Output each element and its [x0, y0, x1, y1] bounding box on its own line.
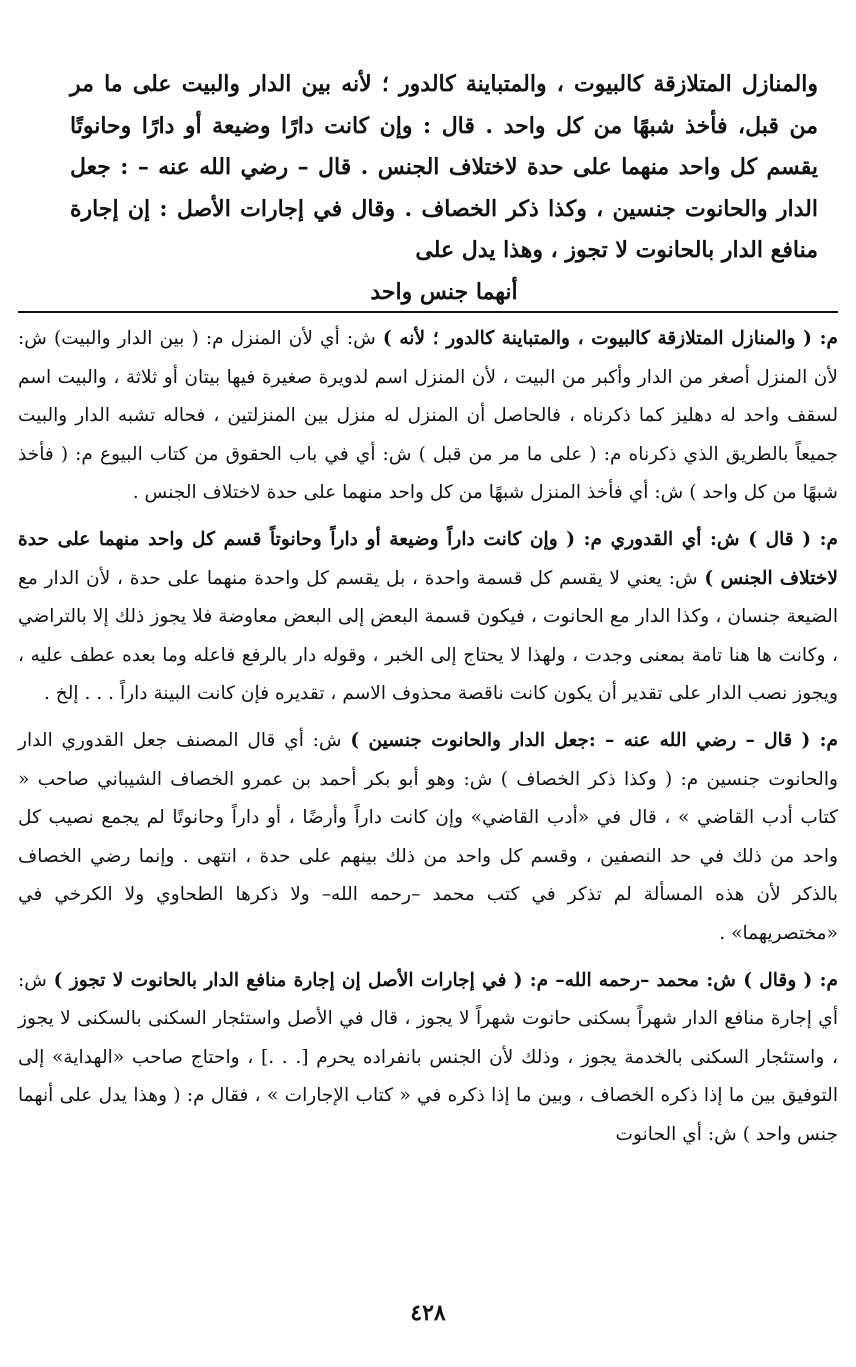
paragraph-lead: م: ( والمنازل المتلازقة كالبيوت ، والمتباينة كالدور ؛ لأنه ): [382, 328, 838, 349]
main-text: [70, 64, 818, 313]
main-text-last-line: أنهما جنس واحد: [370, 278, 518, 305]
paragraph-text: ش: يعني لا يقسم كل قسمة واحدة ، بل يقسم كل واحدة منهما على حدة ، لأن الدار مع الضيعة جنسان ، وكذا الدار مع الحانوت ، فيكون قسمة البعض إلى البعض معاوضة فلا يجوز ذلك إلا بالتراضي ، وكانت ها هنا تامة بمعنى وجدت ، ولهذا لا يحتاج إلى الخبر ، وقوله دار بالرفع فاعله وما بعده عطف عليه ، ويجوز نصب الدار على تقدير أن يكون كانت ناقصة محذوف الاسم ، تقديره فإن كانت البينة داراً . . . إلخ .: [18, 567, 838, 705]
commentary-paragraph: [18, 521, 838, 714]
paragraph-lead: م: ( وقال ) ش: محمد –رحمه الله– م: ( في إجارات الأصل إن إجارة منافع الدار بالحانوت لا تجوز ): [53, 969, 838, 991]
main-text-body: والمنازل المتلازقة كالبيوت ، والمتباينة كالدور ؛ لأنه بين الدار والبيت على ما مر من قبل، فأخذ شبهًا من كل واحد . قال : وإن كانت دارًا وضيعة أو دارًا وحانوتًا يقسم كل واحد منهما على حدة لاختلاف الجنس . قال – رضي الله عنه – : جعل الدار والحانوت جنسين ، وكذا ذكر الخصاف . وقال في إجارات الأصل : إن إجارة منافع الدار بالحانوت لا تجوز ، وهذا يدل على: [70, 71, 818, 263]
page-number: ٤٢٨: [410, 1300, 446, 1326]
paragraph-text: ش: أي قال المصنف جعل القدوري الدار والحانوت جنسين م: ( وكذا ذكر الخصاف ) ش: وهو أبو بكر أحمد بن عمرو الخصاف الشيباني صاحب « كتاب أدب القاضي » ، قال في «أدب القاضي» وإن كانت داراً وأرضًا ، أو داراً وحانوتًا لم يجمع نصيب كل واحد من ذلك في حد النصفين ، وقسم كل واحد من ذلك بينهم على حدة ، انتهى . وإنما رضي الخصاف بالذكر لأن هذه المسألة لم تذكر في كتب محمد –رحمه الله– ولا ذكرها الطحاوي ولا الكرخي في «مختصريهما» .: [18, 729, 838, 944]
commentary-paragraph: [18, 320, 838, 513]
paragraph-lead: م: ( قال ) ش: أي القدوري م: ( وإن كانت داراً وضيعة أو داراً وحانوتاً قسم كل واحد منهما على حدة لاختلاف الجنس ): [18, 528, 838, 589]
section-divider: [18, 311, 838, 313]
paragraph-text: ش: أي لأن المنزل م: ( بين الدار والبيت) ش: لأن المنزل أصغر من الدار وأكبر من البيت ، لأن المنزل اسم لدويرة صغيرة فيها بيتان أو ثلاثة ، والبيت اسم لسقف واحد له دهليز كما ذكرناه ، فالحاصل أن المنزل له منزل بين المنزلتين ، فحاله تشبه الدار والبيت جميعاً بالطريق الذي ذكرناه م: ( على ما مر من قبل ) ش: أي في باب الحقوق من كتاب البيوع م: ( فأخذ شبهًا من كل واحد ) ش: أي فأخذ المنزل شبهًا من كل واحد منهما على حدة لاختلاف الجنس .: [18, 328, 838, 504]
commentary: [18, 320, 838, 1162]
commentary-paragraph: [18, 962, 838, 1155]
paragraph-lead: م: ( قال – رضي الله عنه – :جعل الدار والحانوت جنسين ): [350, 729, 838, 751]
commentary-paragraph: [18, 722, 838, 954]
paragraph-text: ش: أي إجارة منافع الدار شهراً بسكنى حانوت شهراً لا يجوز ، قال في الأصل واستئجار السكنى بالسكنى لا يجوز ، واستئجار السكنى بالخدمة يجوز ، وذلك لأن الجنس بانفراده يحرم [. . .] ، واحتاج صاحب «الهداية» إلى التوفيق بين ما إذا ذكره الخصاف ، وبين ما إذا ذكره في « كتاب الإجارات » ، فقال م: ( وهذا يدل على أنهما جنس واحد ) ش: أي الحانوت: [18, 969, 838, 1145]
